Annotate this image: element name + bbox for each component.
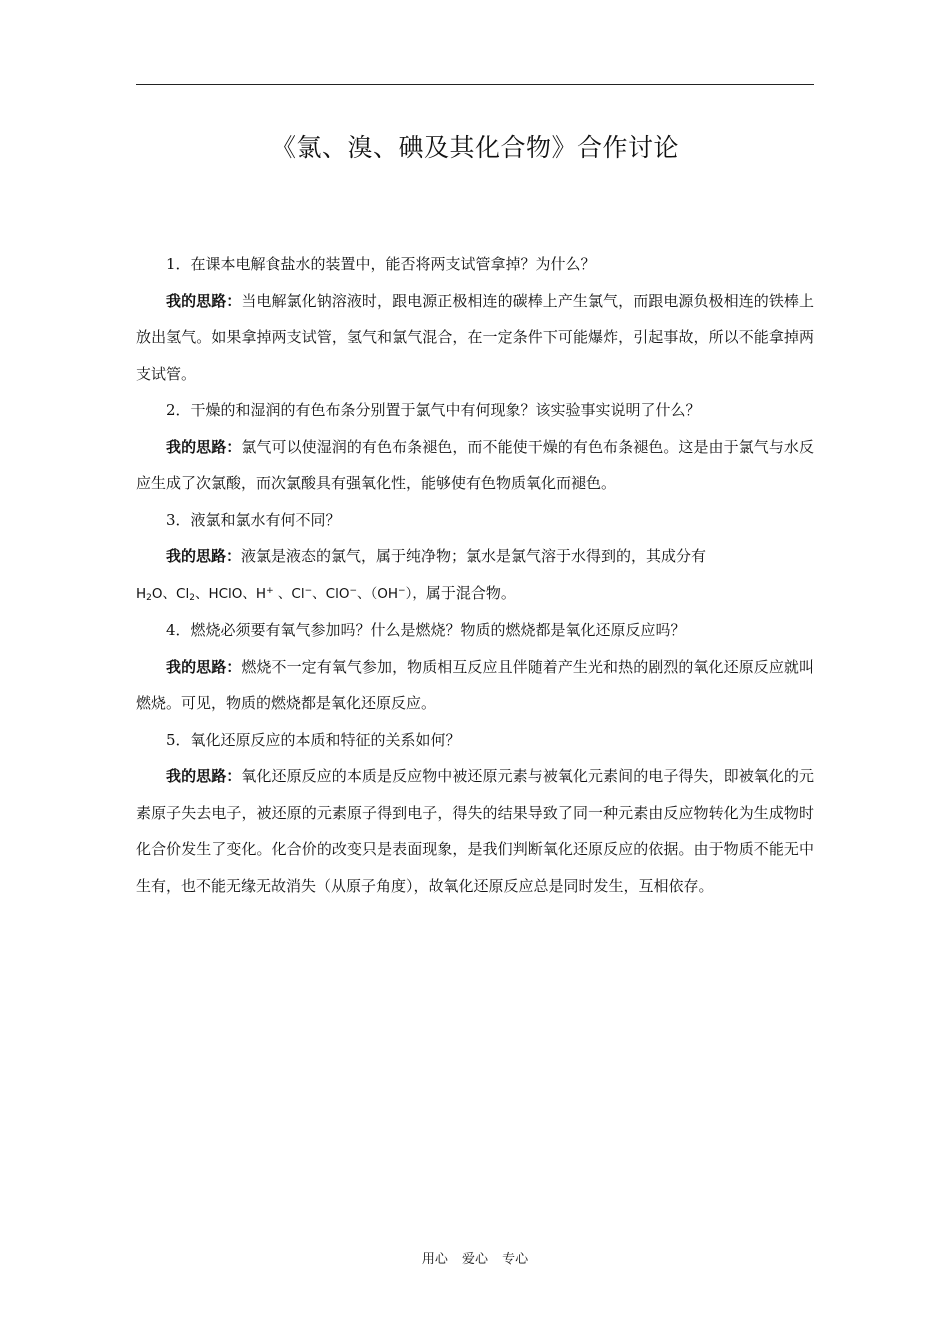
answer-1 bbox=[136, 283, 814, 393]
answer-lead: 我的思路： bbox=[166, 657, 242, 676]
question-4: 4．燃烧必须要有氧气参加吗？什么是燃烧？物质的燃烧都是氧化还原反应吗？ bbox=[166, 621, 686, 639]
answer-5 bbox=[136, 758, 814, 904]
answer-3 bbox=[136, 538, 814, 575]
answer-text: 氯气可以使湿润的有色布条褪色，而不能使干燥的有色布条褪色。这是由于氯气与水反应生成了次氯酸，而次氯酸具有强氧化性，能够使有色物质氧化而褪色。 bbox=[136, 437, 814, 492]
formula-h2o: H bbox=[136, 585, 147, 602]
question-2: 2．干燥的和湿润的有色布条分别置于氯气中有何现象？该实验事实说明了什么？ bbox=[166, 401, 701, 419]
answer-lead: 我的思路： bbox=[166, 767, 242, 785]
formula-cl-minus: Cl bbox=[291, 585, 305, 602]
question-1: 1．在课本电解食盐水的装置中，能否将两支试管拿掉？为什么？ bbox=[166, 255, 596, 273]
formula-cl2: Cl bbox=[176, 585, 190, 602]
answer-4 bbox=[136, 649, 814, 722]
header-rule bbox=[136, 84, 814, 85]
answer-2 bbox=[136, 429, 814, 502]
formula-clo-minus: ClO bbox=[325, 585, 350, 602]
formula-oh-minus: OH bbox=[377, 585, 399, 602]
answer-lead: 我的思路： bbox=[166, 437, 242, 456]
answer-lead: 我的思路： bbox=[166, 547, 242, 565]
species-line: $H_2O$、$Cl_2$、HClO、H+ 、Cl−、ClO−、（OH−），属于混合物。 bbox=[136, 583, 516, 603]
question-3: 3．液氯和氯水有何不同？ bbox=[166, 510, 341, 529]
page-footer: 用心 爱心 专心 bbox=[421, 1252, 529, 1267]
answer-text: 氧化还原反应的本质是反应物中被还原元素与被氧化元素间的电子得失，即被氧化的元素原子失去电子，被还原的元素原子得到电子，得失的结果导致了同一种元素由反应物转化为生成物时化合价发生了变化。化合价的改变只是表面现象，是我们判断氧化还原反应的依据。由于物质不能无中生有，也不能无缘无故消失（从原子角度），故氧化还原反应总是同时发生，互相依存。 bbox=[136, 767, 814, 895]
formula-h-plus: H bbox=[255, 585, 267, 602]
page-title: 《氯、溴、碘及其化合物》合作讨论 bbox=[270, 133, 679, 162]
formula-hclo: HClO、 bbox=[208, 585, 256, 602]
answer-lead: 我的思路： bbox=[166, 291, 242, 310]
document-body bbox=[136, 246, 814, 904]
answer-text: 当电解氯化钠溶液时，跟电源正极相连的碳棒上产生氯气，而跟电源负极相连的铁棒上放出氢气。如果拿掉两支试管，氢气和氯气混合，在一定条件下可能爆炸，引起事故，所以不能拿掉两支试管。 bbox=[136, 291, 814, 383]
question-5: 5．氧化还原反应的本质和特征的关系如何？ bbox=[166, 730, 461, 749]
answer-text: 燃烧不一定有氧气参加，物质相互反应且伴随着产生光和热的剧烈的氧化还原反应就叫燃烧。可见，物质的燃烧都是氧化还原反应。 bbox=[136, 657, 814, 712]
answer-text: 液氯是液态的氯气，属于纯净物；氯水是氯气溶于水得到的，其成分有 bbox=[241, 547, 707, 565]
